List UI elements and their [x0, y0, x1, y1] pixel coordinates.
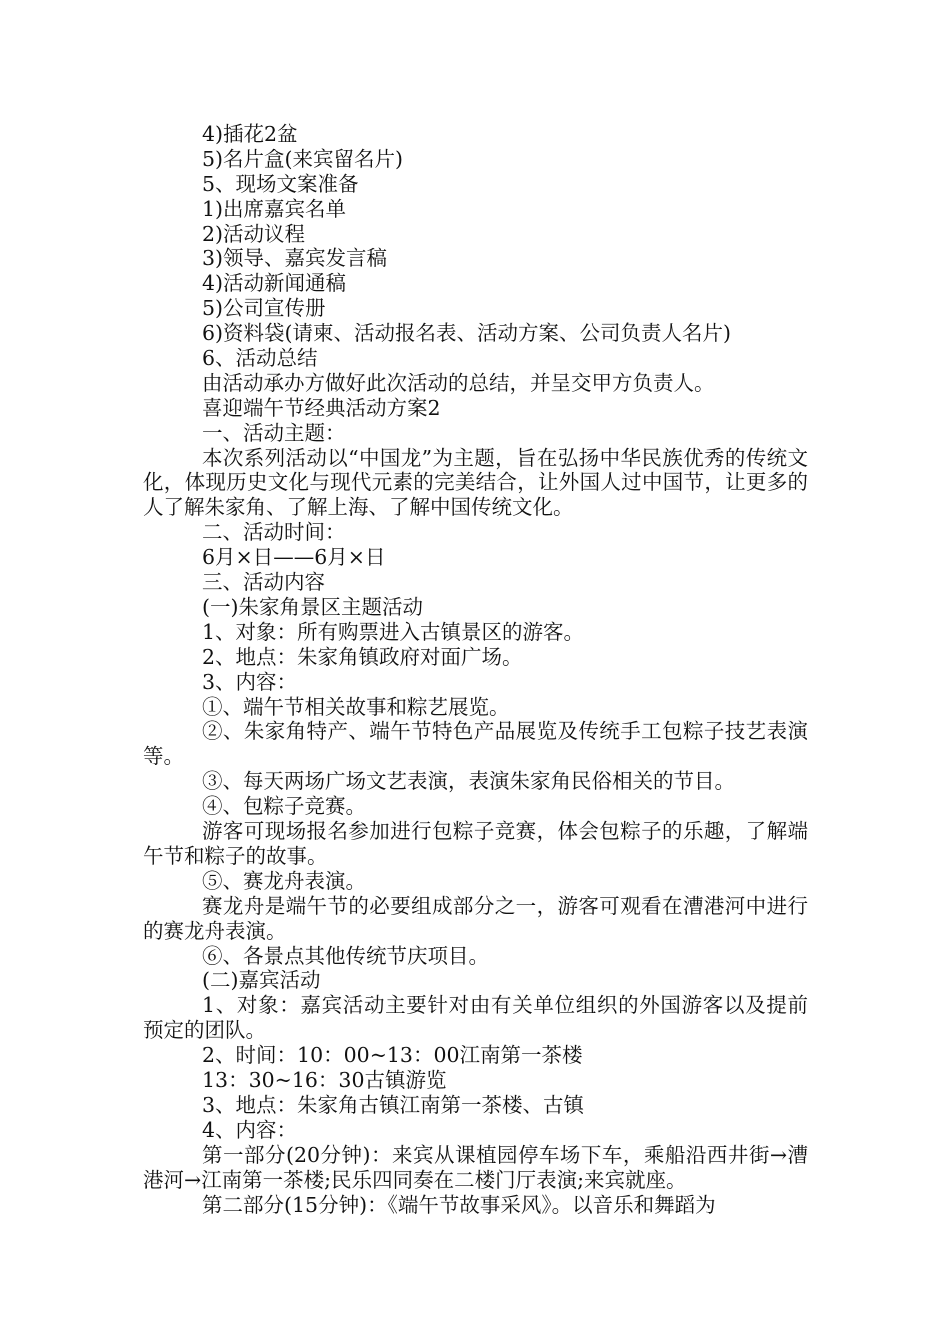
section-heading: 二、活动时间： — [202, 520, 346, 545]
text-line: 3、内容： — [202, 669, 298, 694]
subsection-heading: (二)嘉宾活动 — [202, 968, 321, 993]
text-line: 13：30~16：30古镇游览 — [202, 1068, 447, 1093]
text-line: 2、时间：10：00~13：00江南第一茶楼 — [202, 1043, 583, 1068]
text-line: 5)公司宣传册 — [202, 296, 326, 321]
text-line: 由活动承办方做好此次活动的总结，并呈交甲方负责人。 — [202, 370, 715, 395]
text-line: 4)活动新闻通稿 — [202, 271, 347, 296]
paragraph: 1、对象：嘉宾活动主要针对由有关单位组织的外国游客以及提前预定的团队。 — [143, 993, 808, 1043]
paragraph: 本次系列活动以“中国龙”为主题，旨在弘扬中华民族优秀的传统文化，体现历史文化与现代元素的完美结合，让外国人过中国节，让更多的人了解朱家角、了解上海、了解中国传统文化。 — [143, 445, 808, 520]
text-line: 6)资料袋(请柬、活动报名表、活动方案、公司负责人名片) — [202, 321, 732, 346]
paragraph: 第二部分(15分钟)：《端午节故事采风》。以音乐和舞蹈为 — [202, 1192, 716, 1217]
text-line: 3、地点：朱家角古镇江南第一茶楼、古镇 — [202, 1092, 585, 1117]
text-line: 2、地点：朱家角镇政府对面广场。 — [202, 644, 523, 669]
text-line: 4)插花2盆 — [202, 122, 298, 146]
text-line: 2)活动议程 — [202, 221, 306, 246]
text-line: ①、端午节相关故事和粽艺展览。 — [202, 694, 510, 719]
text-line: ⑥、各景点其他传统节庆项目。 — [202, 943, 489, 968]
section-heading: 6、活动总结 — [202, 346, 318, 371]
text-line: 1)出席嘉宾名单 — [202, 196, 347, 221]
text-line: 1、对象：所有购票进入古镇景区的游客。 — [202, 619, 585, 644]
section-heading: 一、活动主题： — [202, 420, 346, 445]
text-line: ⑤、赛龙舟表演。 — [202, 868, 366, 893]
paragraph: ②、朱家角特产、端午节特色产品展览及传统手工包粽子技艺表演等。 — [143, 719, 808, 769]
paragraph: 赛龙舟是端午节的必要组成部分之一，游客可观看在漕港河中进行的赛龙舟表演。 — [143, 893, 808, 943]
document-title: 喜迎端午节经典活动方案2 — [202, 395, 441, 420]
text-line: ③、每天两场广场文艺表演，表演朱家角民俗相关的节目。 — [202, 769, 735, 794]
section-heading: 5、现场文案准备 — [202, 171, 359, 196]
text-line: ④、包粽子竞赛。 — [202, 794, 366, 819]
text-line: 6月×日——6月×日 — [202, 545, 386, 570]
subsection-heading: (一)朱家角景区主题活动 — [202, 594, 423, 619]
paragraph: 游客可现场报名参加进行包粽子竞赛，体会包粽子的乐趣，了解端午节和粽子的故事。 — [143, 819, 808, 868]
text-line: 4、内容： — [202, 1117, 298, 1142]
section-heading: 三、活动内容 — [202, 570, 325, 595]
text-line: 3)领导、嘉宾发言稿 — [202, 246, 388, 271]
text-line: 5)名片盒(来宾留名片) — [202, 146, 404, 171]
document-body — [143, 122, 808, 1217]
paragraph: 第一部分(20分钟)：来宾从课植园停车场下车，乘船沿西井街→漕港河→江南第一茶楼;民乐四同奏在二楼门厅表演;来宾就座。 — [143, 1142, 808, 1192]
